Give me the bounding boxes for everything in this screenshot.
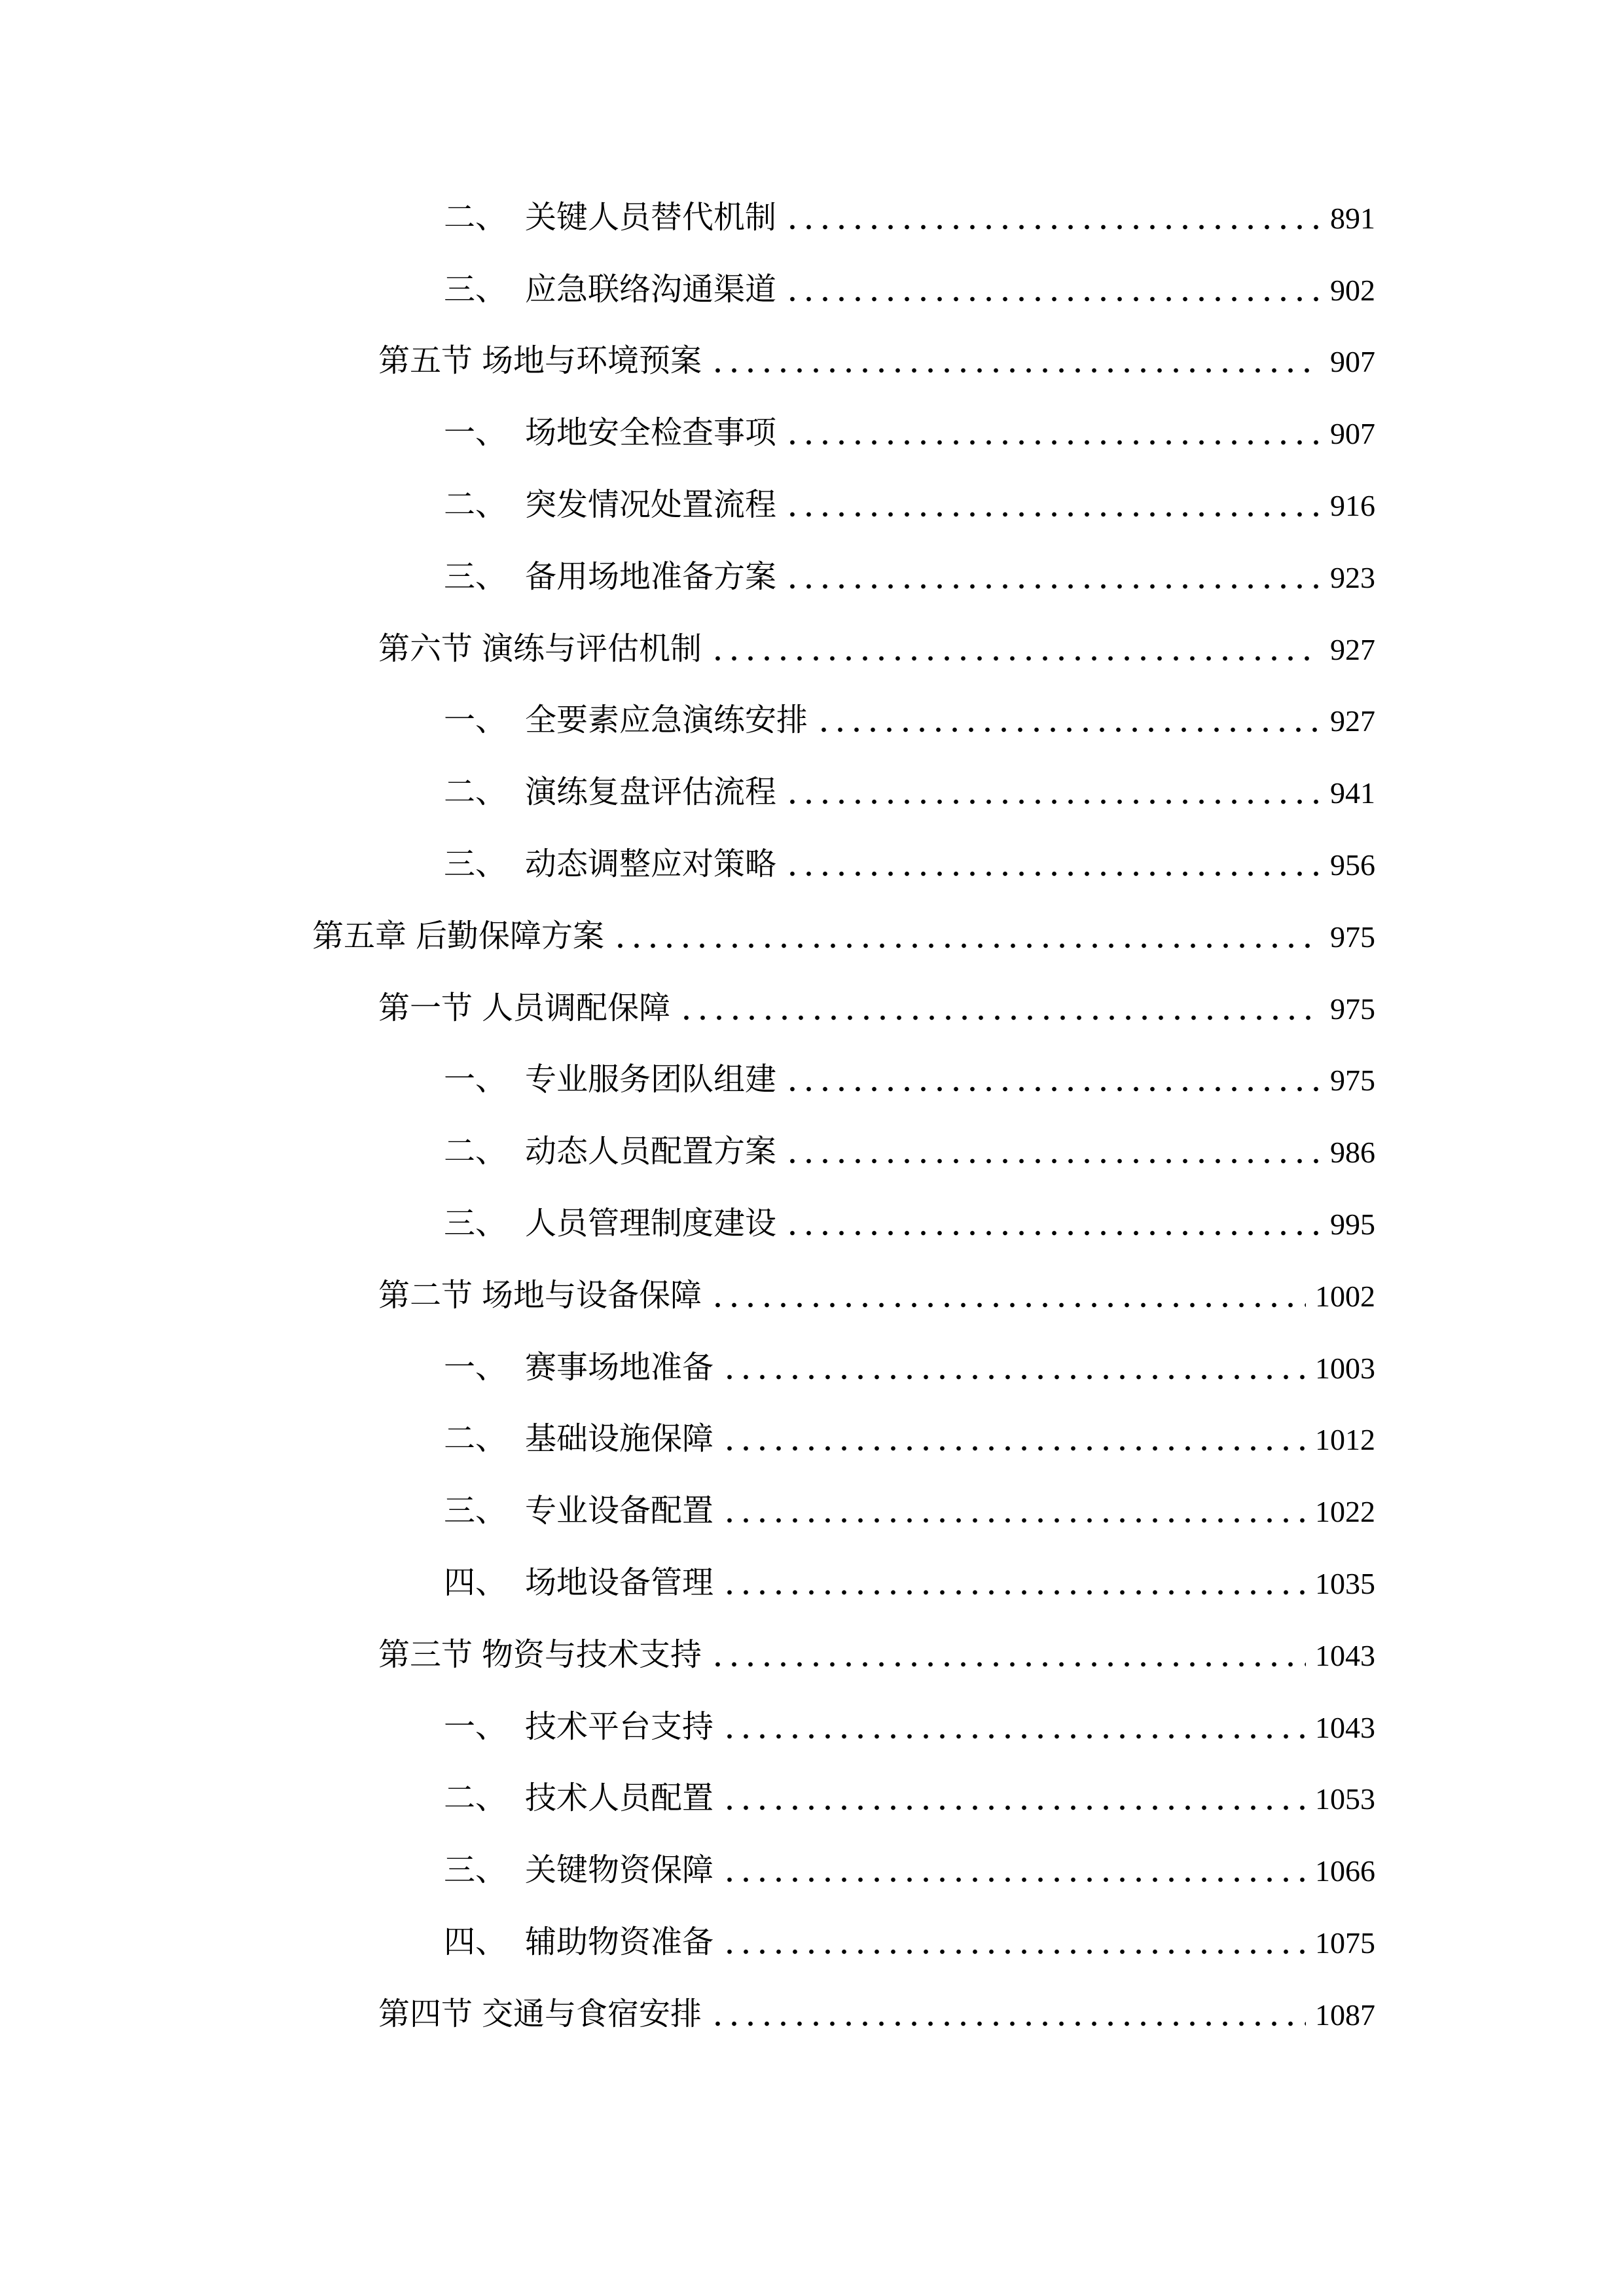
dot-leader <box>710 1640 1306 1671</box>
entry-title: 后勤保障方案 <box>416 918 605 954</box>
toc-entry-item[interactable] <box>0 1332 1624 1404</box>
page-number: 956 <box>1330 848 1375 882</box>
entry-text <box>444 777 776 808</box>
entry-text <box>378 1280 702 1312</box>
entry-text <box>378 990 671 1026</box>
toc-entry-item[interactable] <box>0 1188 1624 1260</box>
entry-text <box>444 1855 713 1886</box>
entry-title: 赛事场地准备 <box>525 1350 714 1385</box>
entry-title: 技术人员配置 <box>525 1781 714 1816</box>
dot-leader <box>721 1783 1306 1814</box>
dot-leader <box>710 634 1321 665</box>
entry-label: 三、 <box>444 1494 507 1529</box>
page-number: 1087 <box>1315 1998 1375 2032</box>
toc-entry-item[interactable] <box>0 397 1624 469</box>
entry-text <box>444 1208 776 1240</box>
toc-entry-item[interactable] <box>0 469 1624 541</box>
entry-text <box>444 1352 713 1384</box>
entry-title: 关键人员替代机制 <box>525 200 777 235</box>
entry-label: 二、 <box>444 1134 507 1170</box>
table-of-contents <box>0 182 1624 2051</box>
entry-label: 一、 <box>444 416 507 451</box>
entry-label: 一、 <box>444 1709 507 1744</box>
entry-title: 备用场地准备方案 <box>525 559 777 594</box>
toc-entry-chapter[interactable] <box>0 901 1624 973</box>
dot-leader <box>784 849 1321 880</box>
entry-label: 四、 <box>444 1566 507 1601</box>
entry-title: 动态人员配置方案 <box>525 1134 777 1170</box>
dot-leader <box>721 1352 1306 1384</box>
entry-label: 四、 <box>444 1925 507 1960</box>
entry-text <box>444 418 776 449</box>
dot-leader <box>784 777 1321 808</box>
entry-text <box>444 559 777 594</box>
page-number: 1022 <box>1315 1495 1375 1529</box>
toc-entry-section[interactable] <box>0 1619 1624 1691</box>
page-number: 1002 <box>1315 1279 1375 1313</box>
entry-text <box>444 202 776 234</box>
toc-entry-item[interactable] <box>0 182 1624 254</box>
page-number: 907 <box>1330 345 1375 379</box>
dot-leader <box>784 418 1321 449</box>
dot-leader <box>710 1999 1306 2030</box>
toc-entry-item[interactable] <box>0 685 1624 757</box>
page-number: 941 <box>1330 776 1375 810</box>
dot-leader <box>710 1280 1306 1312</box>
dot-leader <box>784 1208 1321 1240</box>
toc-entry-item[interactable] <box>0 541 1624 613</box>
entry-label: 第三节 <box>378 1637 473 1672</box>
dot-leader <box>816 705 1321 736</box>
entry-label: 第四节 <box>378 1996 473 2032</box>
page-number: 927 <box>1330 632 1375 666</box>
entry-text <box>444 1927 713 1958</box>
dot-leader <box>710 346 1321 377</box>
toc-entry-item[interactable] <box>0 1116 1624 1188</box>
page-number: 986 <box>1330 1136 1375 1170</box>
page-number: 1075 <box>1315 1926 1375 1960</box>
entry-text <box>444 490 776 521</box>
entry-title: 交通与食宿安排 <box>482 1996 702 2032</box>
entry-label: 二、 <box>444 1422 507 1457</box>
toc-entry-section[interactable] <box>0 1260 1624 1332</box>
page-number: 1043 <box>1315 1638 1375 1672</box>
toc-entry-item[interactable] <box>0 757 1624 829</box>
entry-title: 技术平台支持 <box>525 1709 714 1744</box>
entry-title: 辅助物资准备 <box>525 1925 714 1960</box>
entry-title: 动态调整应对策略 <box>525 847 777 882</box>
entry-title: 演练与评估机制 <box>482 631 702 666</box>
entry-label: 二、 <box>444 1781 507 1816</box>
entry-text <box>378 1637 702 1672</box>
entry-text <box>378 346 702 377</box>
dot-leader <box>612 921 1321 952</box>
page-number: 902 <box>1330 273 1375 307</box>
entry-label: 三、 <box>444 559 507 594</box>
entry-label: 三、 <box>444 1206 507 1242</box>
page-number: 927 <box>1330 704 1375 738</box>
entry-label: 三、 <box>444 1853 507 1888</box>
toc-entry-item[interactable] <box>0 1835 1624 1907</box>
toc-entry-item[interactable] <box>0 1691 1624 1763</box>
entry-title: 演练复盘评估流程 <box>525 775 777 810</box>
entry-title: 场地安全检查事项 <box>525 416 777 451</box>
entry-title: 场地与设备保障 <box>482 1278 702 1313</box>
page-number: 995 <box>1330 1208 1375 1242</box>
entry-text <box>444 849 776 880</box>
toc-entry-item[interactable] <box>0 1475 1624 1547</box>
entry-text <box>378 631 702 666</box>
page-number: 1053 <box>1315 1782 1375 1816</box>
entry-label: 第二节 <box>378 1278 473 1313</box>
page-number: 1012 <box>1315 1423 1375 1457</box>
entry-text <box>444 1064 776 1096</box>
toc-entry-item[interactable] <box>0 1547 1624 1619</box>
entry-text <box>444 705 808 736</box>
page-number: 1035 <box>1315 1567 1375 1601</box>
toc-entry-section[interactable] <box>0 326 1624 398</box>
entry-label: 第一节 <box>378 990 473 1026</box>
entry-label: 三、 <box>444 847 507 882</box>
page-number: 1003 <box>1315 1351 1375 1385</box>
entry-label: 一、 <box>444 1062 507 1098</box>
dot-leader <box>784 1064 1321 1096</box>
toc-entry-item[interactable] <box>0 829 1624 901</box>
page-number: 923 <box>1330 560 1375 594</box>
dot-leader <box>721 1496 1306 1527</box>
toc-entry-item[interactable] <box>0 1404 1624 1476</box>
entry-text <box>444 1568 713 1599</box>
entry-label: 一、 <box>444 1350 507 1385</box>
dot-leader <box>721 1712 1306 1743</box>
entry-text <box>378 1996 702 2032</box>
entry-title: 物资与技术支持 <box>482 1637 702 1672</box>
dot-leader <box>784 490 1321 521</box>
page-number: 907 <box>1330 417 1375 451</box>
entry-text <box>444 1709 714 1744</box>
page-number: 975 <box>1330 1064 1375 1098</box>
entry-title: 专业服务团队组建 <box>525 1062 777 1098</box>
dot-leader <box>721 1855 1306 1886</box>
page-number: 1043 <box>1315 1710 1375 1744</box>
entry-label: 二、 <box>444 775 507 810</box>
dot-leader <box>784 202 1321 234</box>
entry-label: 二、 <box>444 200 507 235</box>
page-number: 916 <box>1330 489 1375 523</box>
entry-title: 场地与环境预案 <box>482 344 702 379</box>
dot-leader <box>721 1424 1306 1455</box>
toc-entry-item[interactable] <box>0 1907 1624 1979</box>
entry-label: 第五章 <box>312 918 407 954</box>
toc-entry-section[interactable] <box>0 1979 1624 2051</box>
dot-leader <box>721 1568 1306 1599</box>
entry-title: 应急联络沟通渠道 <box>525 272 777 307</box>
dot-leader <box>784 562 1321 593</box>
page-number: 975 <box>1330 920 1375 954</box>
toc-entry-section[interactable] <box>0 973 1624 1045</box>
page-number: 1066 <box>1315 1854 1375 1888</box>
page-number: 975 <box>1330 992 1375 1026</box>
entry-label: 第五节 <box>378 344 473 379</box>
entry-text <box>444 1424 713 1455</box>
entry-title: 专业设备配置 <box>525 1494 714 1529</box>
entry-label: 三、 <box>444 272 507 307</box>
entry-title: 关键物资保障 <box>525 1853 714 1888</box>
entry-title: 基础设施保障 <box>525 1422 714 1457</box>
entry-label: 二、 <box>444 488 507 523</box>
entry-label: 一、 <box>444 703 507 738</box>
entry-title: 突发情况处置流程 <box>525 488 777 523</box>
entry-text <box>444 1136 776 1168</box>
toc-entry-item[interactable] <box>0 254 1624 326</box>
entry-title: 人员调配保障 <box>482 990 671 1026</box>
entry-text <box>444 1783 713 1814</box>
entry-title: 全要素应急演练安排 <box>525 703 808 738</box>
page-number: 891 <box>1330 201 1375 235</box>
entry-text <box>444 274 776 306</box>
entry-text <box>312 918 605 954</box>
entry-label: 第六节 <box>378 631 473 666</box>
dot-leader <box>784 274 1321 306</box>
dot-leader <box>678 993 1321 1024</box>
dot-leader <box>721 1927 1306 1958</box>
entry-text <box>444 1496 713 1527</box>
toc-entry-section[interactable] <box>0 613 1624 685</box>
entry-title: 人员管理制度建设 <box>525 1206 777 1242</box>
toc-entry-item[interactable] <box>0 1763 1624 1835</box>
toc-entry-item[interactable] <box>0 1045 1624 1117</box>
entry-title: 场地设备管理 <box>525 1566 714 1601</box>
dot-leader <box>784 1136 1321 1168</box>
